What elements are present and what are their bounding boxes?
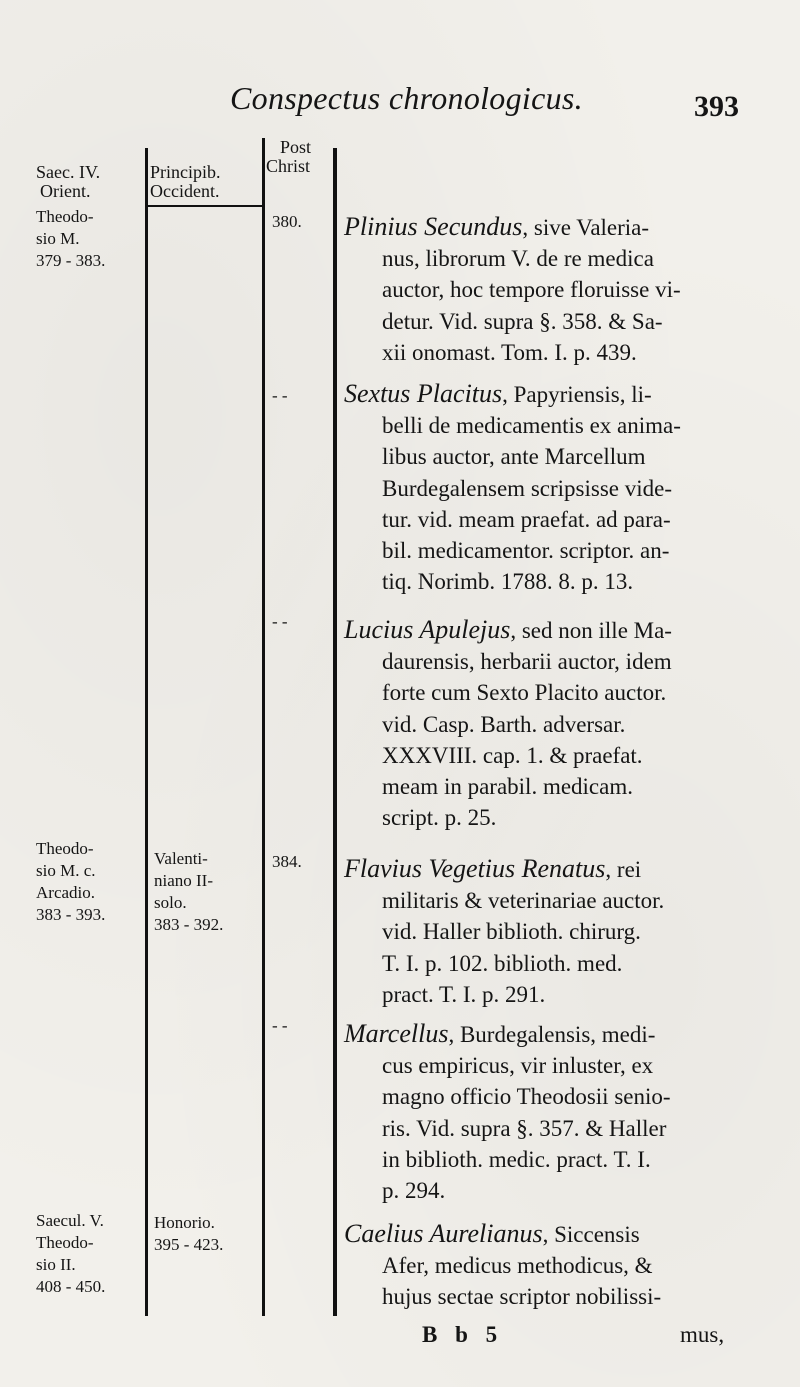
entry-line: XXXVIII. cap. 1. & praefat. [382,742,643,768]
entry-line: xii onomast. Tom. I. p. 439. [382,339,637,365]
page-number: 393 [694,90,739,123]
entry-line: bil. medicamentor. scriptor. an- [382,538,670,564]
entry-marcellus [344,1018,764,1206]
entry-line: belli de medicamentis ex anima- [382,413,681,439]
year-marker: - - [272,386,288,405]
running-title: Conspectus chronologicus. [230,80,583,116]
entry-line: daurensis, herbarii auctor, idem [382,649,672,675]
entry-line: script. p. 25. [382,805,497,831]
column-rule [262,138,265,1316]
column-header-line: Saec. IV. [36,162,101,182]
author-name: Sextus Placitus [344,379,503,408]
entry-line: pract. T. I. p. 291. [382,981,546,1007]
column-rule [145,148,148,1316]
entry-line: libus auctor, ante Marcellum [382,444,646,470]
column-header-occident [150,163,221,201]
entry-line: p. 294. [382,1178,446,1204]
entry-caelius-aurelianus [344,1218,764,1313]
entry-line: Burdegalensem scripsisse vide- [382,475,672,501]
entry-line: , rei [605,857,642,882]
entry-sextus-placitus [344,378,764,597]
entry-line: Afer, medicus methodicus, & [382,1253,653,1279]
entry-line: auctor, hoc tempore floruisse vi- [382,277,681,303]
author-name: Plinius Secundus [344,212,523,241]
catchword: mus, [680,1322,725,1347]
year-marker: - - [272,612,288,631]
column-header-line: Christ [266,156,311,176]
entry-line: nus, librorum V. de re medica [382,246,654,272]
column-header-line: Occident. [150,181,220,201]
occident-ruler-entry: Valenti- niano II- solo. 383 - 392. [154,849,224,934]
entry-line: magno officio Theodosii senio- [382,1084,671,1110]
orient-ruler-entry: Theodo- sio M. 379 - 383. [36,207,106,270]
entry-plinius [344,211,764,368]
orient-ruler-entry: Theodo- sio M. c. Arcadio. 383 - 393. [36,839,106,924]
year-marker: 384. [272,852,302,871]
entry-line: detur. Vid. supra §. 358. & Sa- [382,308,663,334]
orient-ruler-entry: Saecul. V. Theodo- sio II. 408 - 450. [36,1211,106,1296]
entry-line: meam in parabil. medicam. [382,774,633,800]
entry-line: vid. Casp. Barth. adversar. [382,711,626,737]
signature-mark: B b 5 [422,1322,504,1347]
entry-line: , Burdegalensis, medi- [448,1022,656,1047]
author-name: Caelius Aurelianus [344,1219,543,1248]
column-header-post-christ [266,138,311,176]
entry-line: vid. Haller biblioth. chirurg. [382,919,641,945]
entry-line: in biblioth. medic. pract. T. I. [382,1146,651,1172]
column-rule [333,148,337,1316]
occident-ruler-entry: Honorio. 395 - 423. [154,1213,224,1254]
author-name: Flavius Vegetius Renatus [344,854,606,883]
entry-line: , Siccensis [542,1222,640,1247]
author-name: Marcellus [344,1019,449,1048]
entry-flavius-vegetius [344,853,764,1010]
column-header-line: Principib. [150,162,221,182]
entry-line: T. I. p. 102. biblioth. med. [382,950,623,976]
entry-line: , sed non ille Ma- [510,618,672,643]
column-header-line: Post [280,137,312,157]
entry-line: tur. vid. meam praefat. ad para- [382,506,671,532]
year-marker: - - [272,1016,288,1035]
header-rule [148,205,262,207]
entry-lucius-apulejus [344,614,764,833]
entry-line: tiq. Norimb. 1788. 8. p. 13. [382,569,634,595]
author-name: Lucius Apulejus [344,615,511,644]
entry-line: ris. Vid. supra §. 357. & Haller [382,1115,667,1141]
entry-line: , sive Valeria- [522,215,650,240]
column-header-orient [36,163,100,201]
entry-line: hujus sectae scriptor nobilissi- [382,1284,662,1310]
column-header-line: Orient. [40,181,91,201]
year-marker: 380. [272,212,302,231]
entry-line: forte cum Sexto Placito auctor. [382,680,667,706]
entry-line: , Papyriensis, li- [502,382,652,407]
entry-line: militaris & veterinariae auctor. [382,888,665,914]
entry-line: cus empiricus, vir inluster, ex [382,1053,654,1079]
